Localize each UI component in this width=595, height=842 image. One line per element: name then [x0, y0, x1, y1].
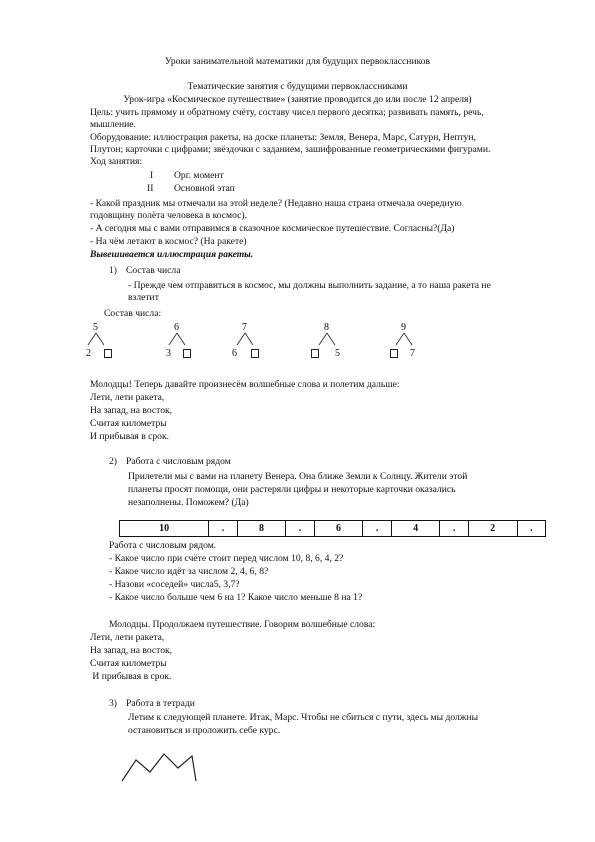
number-cell: 4 [391, 521, 440, 537]
poem-1-intro: Молодцы! Теперь давайте произнесём волшебные слова и полетим дальше: [90, 379, 400, 390]
section-2-number: 2) [109, 456, 117, 467]
question-2: - А сегодня мы с вами отправимся в сказочное космическое путешествие. Согласны?(Да) [90, 223, 455, 234]
goal-line-2: мышление. [90, 119, 136, 130]
step-1-label: Орг. момент [174, 170, 224, 181]
composition-known-part: 7 [410, 348, 415, 359]
poem-1-line-1: Лети, лети ракета, [90, 392, 165, 403]
composition-known-part: 6 [232, 348, 237, 359]
step-1-number: I [150, 170, 154, 181]
section-1-text-line-2: взлетит [128, 292, 159, 303]
section-2-text-line-1: Прилетели мы с вами на планету Венера. Она ближе Земли к Солнцу. Жители этой [128, 471, 468, 482]
poem-2-line-1: Лети, лети ракета, [90, 632, 165, 643]
goal-line-1: Цель: учить прямому и обратному счёту, составу чисел первого десятка; развивать память, речь, [90, 107, 484, 118]
poem-2-line-2: На запад, на восток, [90, 645, 173, 656]
number-composition-label: Состав числа: [104, 308, 162, 319]
poem-1-line-2: На запад, на восток, [90, 405, 173, 416]
document-title: Уроки занимательной математики для будущих первоклассников [164, 56, 431, 67]
composition-known-part: 2 [86, 348, 91, 359]
section-2-text-line-3: незаполнены. Поможем? (Да) [128, 497, 249, 508]
section-3-number: 3) [109, 698, 117, 709]
equipment-line-2: Плутон; карточки с цифрами; звёздочки с заданием, зашифрованные геометрическими фигурами. [90, 144, 491, 155]
composition-known-part: 3 [166, 348, 171, 359]
blank-cell[interactable]: . [517, 521, 546, 537]
document-subtitle: Тематические занятия с будущими первоклассниками [187, 81, 408, 92]
section-1-number: 1) [109, 265, 117, 276]
number-row-question-3: - Назови «соседей» числа5, 3,7? [109, 579, 240, 590]
question-1-line-2: годовщину полёта человека в космос). [90, 210, 248, 221]
poem-2-intro: Молодцы. Продолжаем путешествие. Говорим волшебные слова: [109, 619, 376, 630]
number-cell: 6 [314, 521, 363, 537]
blank-cell[interactable]: . [440, 521, 468, 537]
number-row-question-4: - Какое число больше чем 6 на 1? Какое число меньше 8 на 1? [109, 592, 363, 603]
question-1-line-1: - Какой праздник мы отмечали на этой неделе? (Недавно наша страна отмечала очередную [90, 198, 462, 209]
poem-2-line-4: И прибывая в срок. [90, 671, 172, 682]
composition-known-part: 5 [335, 348, 340, 359]
section-3-text-line-1: Летим к следующей планете. Итак, Марс. Чтобы не сбиться с пути, здесь мы должны [128, 712, 479, 723]
number-row-question-1: - Какое число при счёте стоит перед числом 10, 8, 6, 4, 2? [109, 553, 344, 564]
composition-total: 7 [242, 322, 247, 333]
composition-total: 6 [174, 322, 179, 333]
number-row-subheading: Работа с числовым рядом. [109, 540, 217, 551]
poem-1-line-3: Считая километры [90, 418, 167, 429]
poem-1-line-4: И прибывая в срок. [90, 431, 170, 442]
blank-cell[interactable]: . [363, 521, 391, 537]
number-row-question-2: - Какое число идёт за числом 2, 4, 6, 8? [109, 566, 269, 577]
composition-total: 5 [93, 322, 98, 333]
section-1-text-line-1: - Прежде чем отправиться в космос, мы должны выполнить задание, а то наша ракета не [128, 280, 491, 291]
step-2-number: II [147, 183, 154, 194]
section-1-title: Состав числа [126, 265, 181, 276]
course-heading: Ход занятия: [90, 156, 143, 167]
lesson-title: Урок-игра «Космическое путешествие» (занятие проводится до или после 12 апреля) [123, 94, 472, 105]
composition-total: 9 [401, 322, 406, 333]
section-2-text-line-2: планеты просят помощи, они растеряли цифры и некоторые карточки оказались [128, 484, 456, 495]
equipment-line-1: Оборудование: иллюстрация ракеты, на доске планеты: Земля, Венера, Марс, Сатурн, Нептун, [90, 132, 476, 143]
question-3: - На чём летают в космос? (На ракете) [90, 236, 247, 247]
number-cell: 2 [468, 521, 517, 537]
number-cell: 8 [237, 521, 286, 537]
blank-cell[interactable]: . [209, 521, 237, 537]
composition-total: 8 [324, 322, 329, 333]
blank-cell[interactable]: . [286, 521, 314, 537]
illustration-note: Вывешивается иллюстрация ракеты. [90, 249, 254, 260]
poem-2-line-3: Считая километры [90, 658, 167, 669]
section-3-text-line-2: остановиться и проложить себе курс. [128, 725, 281, 736]
step-2-label: Основной этап [174, 183, 235, 194]
section-3-title: Работа в тетради [126, 698, 195, 709]
section-2-title: Работа с числовым рядом [126, 456, 231, 467]
number-cell: 10 [120, 521, 209, 537]
